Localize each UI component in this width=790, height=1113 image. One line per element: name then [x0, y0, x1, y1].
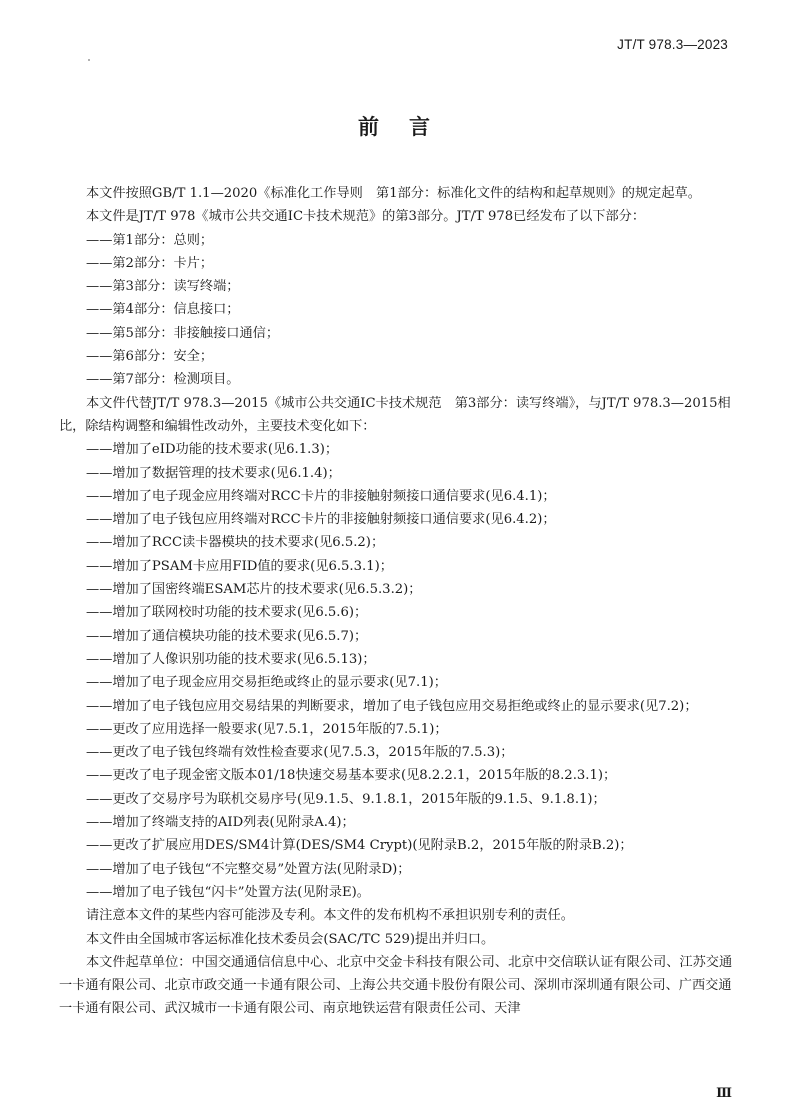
page-number: Ⅲ [716, 1086, 732, 1101]
list-item: ——增加了PSAM卡应用FID值的要求(见6.5.3.1)； [86, 558, 393, 574]
list-item: ——第5部分：非接触接口通信； [86, 325, 280, 341]
page-title [0, 111, 790, 141]
scan-speck [88, 59, 90, 61]
list-item: ——增加了电子钱包应用终端对RCC卡片的非接触射频接口通信要求(见6.4.2)； [86, 512, 556, 528]
list-item: ——增加了RCC读卡器模块的技术要求(见6.5.2)； [86, 535, 385, 551]
list-item: ——第4部分：信息接口； [86, 302, 240, 318]
list-item: ——更改了交易序号为联机交易序号(见9.1.5、9.1.8.1，2015年版的9.1.5、9.1.8.1)； [86, 791, 606, 807]
page-title-char-1: 前 [358, 115, 381, 139]
list-item: ——增加了电子钱包应用交易结果的判断要求，增加了电子钱包应用交易拒绝或终止的显示要求(见7.2)； [86, 698, 698, 714]
list-item: ——第7部分：检测项目。 [86, 372, 240, 388]
paragraph-series-intro: 本文件是JT/T 978《城市公共交通IC卡技术规范》的第3部分。JT/T 978已经发布了以下部分： [86, 209, 646, 225]
list-item: ——增加了国密终端ESAM芯片的技术要求(见6.5.3.2)； [86, 582, 422, 598]
list-item: ——增加了终端支持的AID列表(见附录A.4)； [86, 815, 355, 831]
page-title-char-2: 言 [409, 115, 432, 139]
list-item: ——增加了eID功能的技术要求(见6.1.3)； [86, 442, 339, 458]
list-item: ——第6部分：安全； [86, 349, 214, 365]
paragraph-drafting-units: 本文件起草单位：中国交通通信信息中心、北京中交金卡科技有限公司、北京中交信联认证有限公司、江苏交通一卡通有限公司、北京市政交通一卡通有限公司、上海公共交通卡股份有限公司、深圳市深圳通有限公司、广西交通一卡通有限公司、武汉城市一卡通有限公司、南京地铁运营有限责任公司、天津 [59, 954, 733, 1017]
list-item: ——增加了电子现金应用终端对RCC卡片的非接触射频接口通信要求(见6.4.1)； [86, 488, 556, 504]
list-item: ——第3部分：读写终端； [86, 279, 240, 295]
list-item: ——增加了电子现金应用交易拒绝或终止的显示要求(见7.1)； [86, 675, 447, 691]
list-item: ——增加了数据管理的技术要求(见6.1.4)； [86, 465, 341, 481]
paragraph-proposer: 本文件由全国城市客运标准化技术委员会(SAC/TC 529)提出并归口。 [86, 931, 495, 947]
list-item: ——增加了电子钱包“不完整交易”处置方法(见附录D)； [86, 861, 411, 877]
list-item: ——更改了电子钱包终端有效性检查要求(见7.5.3，2015年版的7.5.3)； [86, 745, 514, 761]
list-item: ——增加了联网校时功能的技术要求(见6.5.6)； [86, 605, 368, 621]
list-item: ——增加了电子钱包“闪卡”处置方法(见附录E)。 [86, 884, 370, 900]
list-item: ——增加了通信模块功能的技术要求(见6.5.7)； [86, 628, 368, 644]
paragraph-replacement: 本文件代替JT/T 978.3—2015《城市公共交通IC卡技术规范 第3部分：读写终端》，与JT/T 978.3—2015相比，除结构调整和编辑性改动外，主要技术变化如下： [59, 395, 731, 434]
list-item: ——更改了扩展应用DES/SM4计算(DES/SM4 Crypt)(见附录B.2，2015年版的附录B.2)； [86, 838, 633, 854]
foreword-body [59, 182, 739, 1021]
parts-list [59, 229, 739, 392]
list-item: ——更改了电子现金密文版本01/18快速交易基本要求(见8.2.2.1，2015年版的8.2.3.1)； [86, 768, 617, 784]
paragraph-drafting-rules: 本文件按照GB/T 1.1—2020《标准化工作导则 第1部分：标准化文件的结构和起草规则》的规定起草。 [86, 186, 701, 201]
list-item: ——更改了应用选择一般要求(见7.5.1，2015年版的7.5.1)； [86, 721, 448, 737]
paragraph-patent-notice: 请注意本文件的某些内容可能涉及专利。本文件的发布机构不承担识别专利的责任。 [86, 908, 574, 924]
list-item: ——第2部分：卡片； [86, 255, 214, 271]
list-item: ——第1部分：总则； [86, 232, 214, 248]
list-item: ——增加了人像识别功能的技术要求(见6.5.13)； [86, 651, 376, 667]
document-code: JT/T 978.3—2023 [617, 37, 728, 52]
changes-list [59, 438, 739, 904]
